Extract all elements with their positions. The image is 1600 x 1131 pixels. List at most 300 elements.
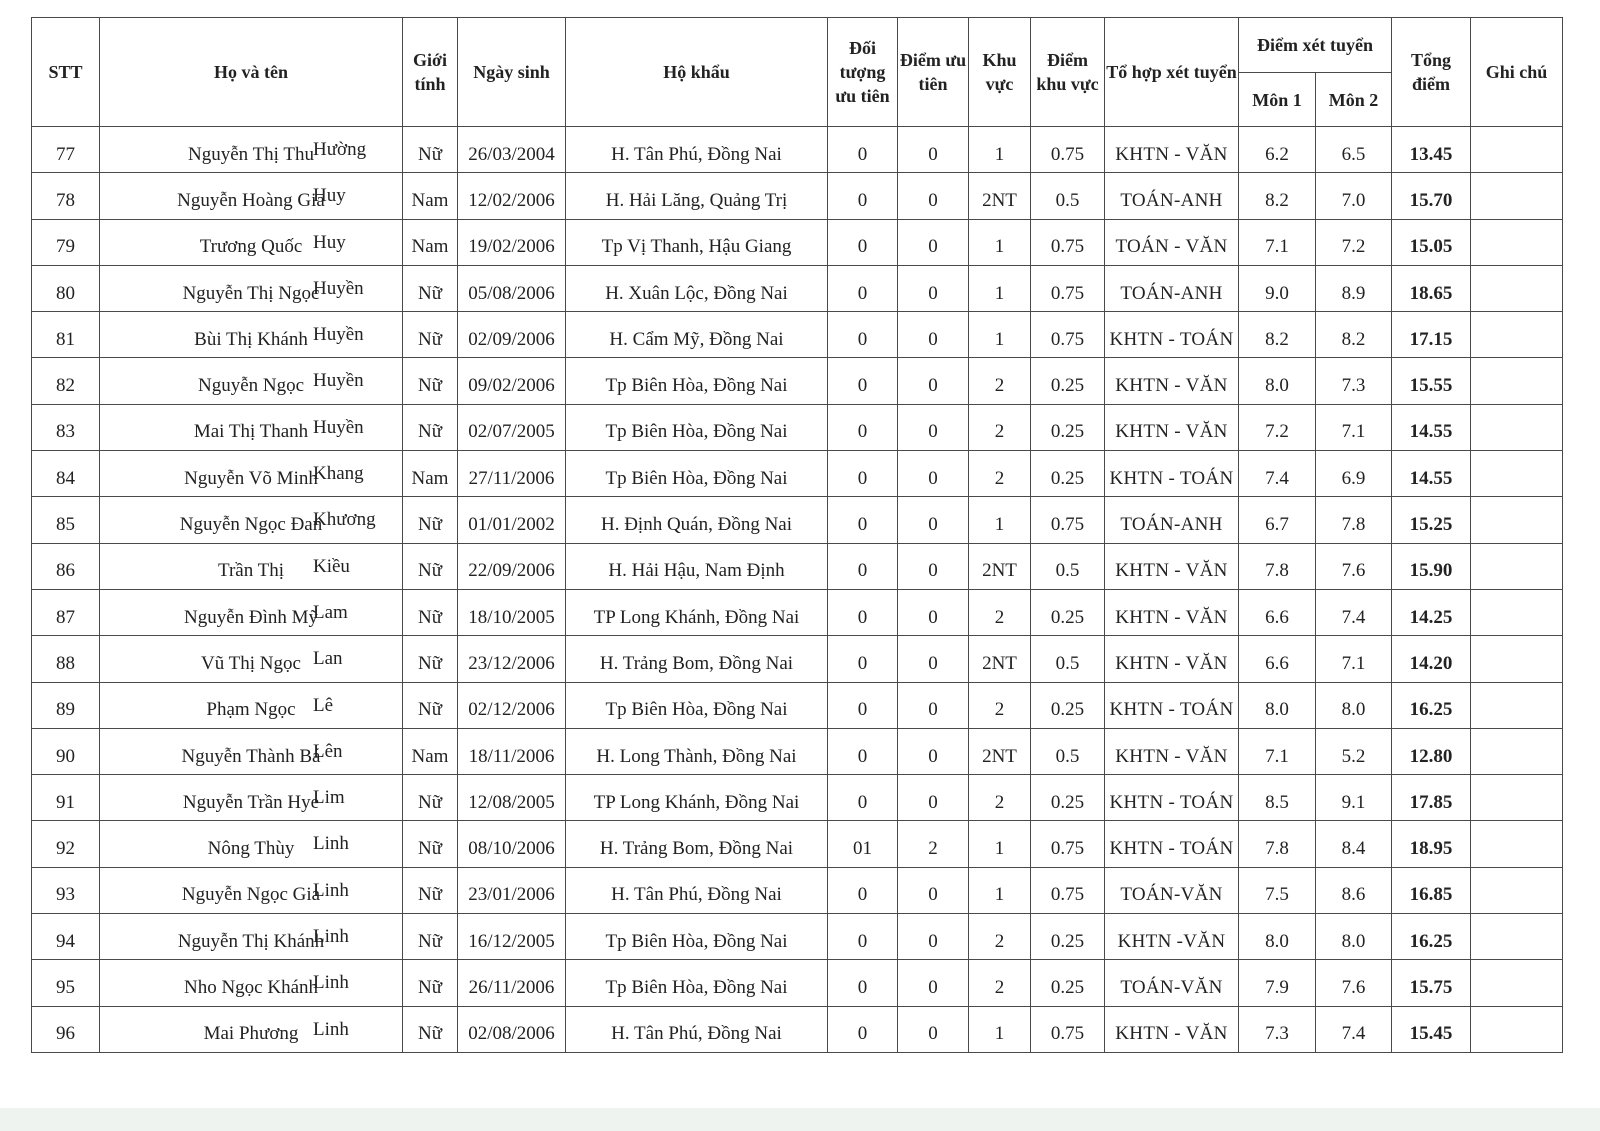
cell-stt: 80 xyxy=(32,265,100,311)
cell-note xyxy=(1471,312,1563,358)
cell-total-score: 14.55 xyxy=(1392,404,1471,450)
table-row xyxy=(32,821,1563,867)
cell-note xyxy=(1471,219,1563,265)
cell-note xyxy=(1471,1006,1563,1052)
cell-gender: Nữ xyxy=(403,636,458,682)
cell-birth-date: 12/02/2006 xyxy=(458,173,566,219)
table-row xyxy=(32,265,1563,311)
cell-subject-2: 6.9 xyxy=(1316,451,1392,497)
given-name-text: Linh xyxy=(313,833,349,855)
cell-priority-group: 0 xyxy=(828,312,898,358)
cell-birth-date: 27/11/2006 xyxy=(458,451,566,497)
cell-priority-points: 0 xyxy=(898,775,969,821)
cell-region-points: 0.25 xyxy=(1031,960,1105,1006)
cell-stt: 90 xyxy=(32,728,100,774)
cell-priority-group: 0 xyxy=(828,867,898,913)
cell-full-name xyxy=(100,404,403,450)
cell-full-name xyxy=(100,728,403,774)
cell-subject-2: 6.5 xyxy=(1316,127,1392,173)
table-row xyxy=(32,960,1563,1006)
cell-region: 1 xyxy=(969,821,1031,867)
cell-subject-1: 8.0 xyxy=(1239,358,1316,404)
cell-region: 1 xyxy=(969,867,1031,913)
cell-region-points: 0.25 xyxy=(1031,682,1105,728)
cell-subject-combo: TOÁN-VĂN xyxy=(1105,960,1239,1006)
cell-full-name xyxy=(100,867,403,913)
surname-text: Trần Thị xyxy=(218,560,284,582)
cell-gender: Nữ xyxy=(403,682,458,728)
cell-full-name xyxy=(100,821,403,867)
cell-total-score: 17.15 xyxy=(1392,312,1471,358)
cell-region-points: 0.75 xyxy=(1031,127,1105,173)
cell-stt: 77 xyxy=(32,127,100,173)
cell-subject-1: 6.6 xyxy=(1239,636,1316,682)
surname-text: Nho Ngọc Khánh xyxy=(183,976,319,998)
cell-subject-1: 9.0 xyxy=(1239,265,1316,311)
cell-total-score: 16.25 xyxy=(1392,682,1471,728)
cell-region-points: 0.75 xyxy=(1031,821,1105,867)
cell-birth-date: 22/09/2006 xyxy=(458,543,566,589)
surname-text: Nguyễn Võ Minh xyxy=(184,467,318,489)
surname-text: Vũ Thị Ngọc xyxy=(201,652,301,674)
table-row xyxy=(32,914,1563,960)
cell-subject-1: 7.1 xyxy=(1239,219,1316,265)
surname-text: Bùi Thị Khánh xyxy=(194,328,308,350)
cell-priority-points: 0 xyxy=(898,404,969,450)
cell-subject-combo: KHTN - TOÁN xyxy=(1105,682,1239,728)
cell-region-points: 0.5 xyxy=(1031,728,1105,774)
cell-subject-combo: KHTN - TOÁN xyxy=(1105,821,1239,867)
cell-gender: Nữ xyxy=(403,960,458,1006)
cell-stt: 95 xyxy=(32,960,100,1006)
cell-total-score: 12.80 xyxy=(1392,728,1471,774)
cell-subject-1: 7.9 xyxy=(1239,960,1316,1006)
cell-region: 2 xyxy=(969,404,1031,450)
cell-subject-1: 7.5 xyxy=(1239,867,1316,913)
cell-full-name xyxy=(100,914,403,960)
cell-gender: Nữ xyxy=(403,358,458,404)
cell-priority-points: 0 xyxy=(898,960,969,1006)
cell-priority-points: 0 xyxy=(898,1006,969,1052)
cell-total-score: 16.25 xyxy=(1392,914,1471,960)
cell-region-points: 0.75 xyxy=(1031,265,1105,311)
surname-text: Nguyễn Đình Mỹ xyxy=(183,606,319,628)
cell-priority-points: 0 xyxy=(898,543,969,589)
cell-note xyxy=(1471,543,1563,589)
cell-priority-group: 0 xyxy=(828,960,898,1006)
cell-note xyxy=(1471,589,1563,635)
cell-gender: Nữ xyxy=(403,775,458,821)
given-name-text: Huyền xyxy=(313,416,364,438)
cell-note xyxy=(1471,867,1563,913)
cell-priority-points: 0 xyxy=(898,589,969,635)
cell-note xyxy=(1471,682,1563,728)
cell-gender: Nam xyxy=(403,451,458,497)
header-priority-group: Đối tượng ưu tiên xyxy=(828,18,898,127)
cell-region: 2 xyxy=(969,358,1031,404)
cell-household: H. Tân Phú, Đồng Nai xyxy=(566,867,828,913)
cell-region-points: 0.75 xyxy=(1031,867,1105,913)
surname-text: Nông Thùy xyxy=(207,838,295,860)
cell-note xyxy=(1471,728,1563,774)
cell-gender: Nữ xyxy=(403,821,458,867)
cell-gender: Nữ xyxy=(403,127,458,173)
header-stt: STT xyxy=(32,18,100,127)
cell-full-name xyxy=(100,775,403,821)
cell-birth-date: 18/10/2005 xyxy=(458,589,566,635)
cell-birth-date: 09/02/2006 xyxy=(458,358,566,404)
table-row xyxy=(32,358,1563,404)
cell-region: 1 xyxy=(969,312,1031,358)
surname-text: Phạm Ngọc xyxy=(206,699,296,721)
cell-subject-1: 8.2 xyxy=(1239,312,1316,358)
cell-priority-points: 0 xyxy=(898,219,969,265)
cell-priority-group: 0 xyxy=(828,914,898,960)
surname-text: Mai Phương xyxy=(203,1023,299,1045)
cell-birth-date: 02/08/2006 xyxy=(458,1006,566,1052)
cell-priority-points: 0 xyxy=(898,682,969,728)
cell-region: 2NT xyxy=(969,173,1031,219)
cell-subject-1: 7.8 xyxy=(1239,821,1316,867)
cell-priority-points: 2 xyxy=(898,821,969,867)
cell-region: 2 xyxy=(969,451,1031,497)
cell-total-score: 15.90 xyxy=(1392,543,1471,589)
cell-stt: 91 xyxy=(32,775,100,821)
surname-text: Nguyễn Thành Bá xyxy=(181,745,321,767)
cell-household: H. Cẩm Mỹ, Đồng Nai xyxy=(566,312,828,358)
cell-region-points: 0.25 xyxy=(1031,404,1105,450)
cell-gender: Nữ xyxy=(403,265,458,311)
page-bottom-edge xyxy=(0,1108,1600,1131)
cell-priority-group: 0 xyxy=(828,775,898,821)
cell-total-score: 15.70 xyxy=(1392,173,1471,219)
cell-stt: 82 xyxy=(32,358,100,404)
cell-household: H. Xuân Lộc, Đồng Nai xyxy=(566,265,828,311)
cell-subject-1: 7.8 xyxy=(1239,543,1316,589)
cell-note xyxy=(1471,127,1563,173)
table-row xyxy=(32,451,1563,497)
header-admission-score: Điểm xét tuyển xyxy=(1239,18,1392,73)
cell-priority-group: 0 xyxy=(828,358,898,404)
header-priority-points: Điểm ưu tiên xyxy=(898,18,969,127)
header-region: Khu vực xyxy=(969,18,1031,127)
cell-priority-points: 0 xyxy=(898,265,969,311)
cell-birth-date: 26/03/2004 xyxy=(458,127,566,173)
cell-subject-combo: KHTN - VĂN xyxy=(1105,636,1239,682)
cell-full-name xyxy=(100,682,403,728)
given-name-text: Huyền xyxy=(313,324,364,346)
cell-subject-combo: TOÁN-VĂN xyxy=(1105,867,1239,913)
cell-stt: 87 xyxy=(32,589,100,635)
cell-priority-group: 0 xyxy=(828,636,898,682)
table-row xyxy=(32,728,1563,774)
cell-subject-2: 7.1 xyxy=(1316,404,1392,450)
cell-region-points: 0.25 xyxy=(1031,358,1105,404)
cell-birth-date: 19/02/2006 xyxy=(458,219,566,265)
cell-subject-2: 7.0 xyxy=(1316,173,1392,219)
cell-note xyxy=(1471,451,1563,497)
cell-priority-group: 0 xyxy=(828,543,898,589)
cell-subject-1: 7.3 xyxy=(1239,1006,1316,1052)
cell-subject-1: 7.4 xyxy=(1239,451,1316,497)
cell-region-points: 0.75 xyxy=(1031,219,1105,265)
cell-household: Tp Biên Hòa, Đồng Nai xyxy=(566,358,828,404)
surname-text: Mai Thị Thanh xyxy=(193,421,309,443)
table-row xyxy=(32,219,1563,265)
cell-subject-1: 6.7 xyxy=(1239,497,1316,543)
cell-region: 1 xyxy=(969,265,1031,311)
cell-stt: 79 xyxy=(32,219,100,265)
cell-full-name xyxy=(100,127,403,173)
cell-stt: 78 xyxy=(32,173,100,219)
cell-full-name xyxy=(100,1006,403,1052)
cell-region: 2NT xyxy=(969,636,1031,682)
header-birth-date: Ngày sinh xyxy=(458,18,566,127)
cell-subject-2: 7.4 xyxy=(1316,1006,1392,1052)
cell-note xyxy=(1471,821,1563,867)
cell-total-score: 15.05 xyxy=(1392,219,1471,265)
cell-household: H. Trảng Bom, Đồng Nai xyxy=(566,821,828,867)
table-row xyxy=(32,1006,1563,1052)
cell-priority-group: 0 xyxy=(828,589,898,635)
cell-birth-date: 05/08/2006 xyxy=(458,265,566,311)
cell-region-points: 0.5 xyxy=(1031,543,1105,589)
given-name-text: Linh xyxy=(313,879,349,901)
cell-subject-combo: KHTN - TOÁN xyxy=(1105,312,1239,358)
cell-stt: 89 xyxy=(32,682,100,728)
cell-stt: 96 xyxy=(32,1006,100,1052)
given-name-text: Lên xyxy=(313,740,343,762)
header-subject-combo: Tổ hợp xét tuyển xyxy=(1105,18,1239,127)
cell-region: 1 xyxy=(969,219,1031,265)
cell-subject-1: 8.2 xyxy=(1239,173,1316,219)
cell-priority-group: 0 xyxy=(828,451,898,497)
cell-gender: Nam xyxy=(403,173,458,219)
cell-region-points: 0.5 xyxy=(1031,636,1105,682)
header-subject-2: Môn 2 xyxy=(1316,73,1392,127)
given-name-text: Kiều xyxy=(313,555,350,577)
given-name-text: Khương xyxy=(313,509,376,531)
cell-birth-date: 02/09/2006 xyxy=(458,312,566,358)
table-row xyxy=(32,543,1563,589)
header-region-points: Điểm khu vực xyxy=(1031,18,1105,127)
cell-priority-group: 0 xyxy=(828,682,898,728)
cell-region: 1 xyxy=(969,127,1031,173)
cell-stt: 94 xyxy=(32,914,100,960)
cell-gender: Nam xyxy=(403,728,458,774)
cell-priority-group: 0 xyxy=(828,127,898,173)
cell-stt: 81 xyxy=(32,312,100,358)
cell-note xyxy=(1471,404,1563,450)
cell-stt: 86 xyxy=(32,543,100,589)
cell-region-points: 0.75 xyxy=(1031,312,1105,358)
cell-subject-2: 8.2 xyxy=(1316,312,1392,358)
cell-priority-points: 0 xyxy=(898,636,969,682)
cell-region-points: 0.25 xyxy=(1031,775,1105,821)
cell-region: 2 xyxy=(969,960,1031,1006)
cell-priority-points: 0 xyxy=(898,358,969,404)
cell-household: Tp Biên Hòa, Đồng Nai xyxy=(566,682,828,728)
cell-stt: 93 xyxy=(32,867,100,913)
cell-region-points: 0.5 xyxy=(1031,173,1105,219)
cell-subject-1: 8.0 xyxy=(1239,914,1316,960)
cell-household: H. Long Thành, Đồng Nai xyxy=(566,728,828,774)
given-name-text: Linh xyxy=(313,972,349,994)
cell-subject-combo: KHTN - VĂN xyxy=(1105,358,1239,404)
cell-full-name xyxy=(100,543,403,589)
given-name-text: Huyền xyxy=(313,277,364,299)
cell-gender: Nam xyxy=(403,219,458,265)
table-header xyxy=(32,18,1563,127)
cell-gender: Nữ xyxy=(403,1006,458,1052)
cell-total-score: 16.85 xyxy=(1392,867,1471,913)
cell-note xyxy=(1471,265,1563,311)
cell-subject-1: 7.2 xyxy=(1239,404,1316,450)
cell-region-points: 0.25 xyxy=(1031,451,1105,497)
cell-subject-combo: KHTN - VĂN xyxy=(1105,728,1239,774)
cell-priority-points: 0 xyxy=(898,497,969,543)
admission-roster xyxy=(31,17,1563,1053)
cell-subject-combo: KHTN - TOÁN xyxy=(1105,775,1239,821)
cell-full-name xyxy=(100,358,403,404)
cell-subject-combo: KHTN - VĂN xyxy=(1105,127,1239,173)
table-row xyxy=(32,404,1563,450)
header-note: Ghi chú xyxy=(1471,18,1563,127)
cell-full-name xyxy=(100,219,403,265)
cell-stt: 92 xyxy=(32,821,100,867)
cell-subject-combo: KHTN - VĂN xyxy=(1105,543,1239,589)
cell-note xyxy=(1471,960,1563,1006)
cell-subject-combo: TOÁN-ANH xyxy=(1105,173,1239,219)
cell-subject-2: 8.0 xyxy=(1316,914,1392,960)
given-name-text: Huyền xyxy=(313,370,364,392)
given-name-text: Lam xyxy=(313,601,348,623)
cell-subject-combo: KHTN - VĂN xyxy=(1105,1006,1239,1052)
cell-total-score: 17.85 xyxy=(1392,775,1471,821)
cell-subject-2: 7.6 xyxy=(1316,960,1392,1006)
cell-note xyxy=(1471,497,1563,543)
cell-birth-date: 23/12/2006 xyxy=(458,636,566,682)
given-name-text: Lê xyxy=(313,694,334,716)
header-subject-1: Môn 1 xyxy=(1239,73,1316,127)
cell-region: 2 xyxy=(969,682,1031,728)
cell-priority-group: 0 xyxy=(828,219,898,265)
cell-gender: Nữ xyxy=(403,914,458,960)
cell-region: 2 xyxy=(969,589,1031,635)
cell-region: 1 xyxy=(969,497,1031,543)
cell-priority-points: 0 xyxy=(898,312,969,358)
cell-region: 1 xyxy=(969,1006,1031,1052)
cell-gender: Nữ xyxy=(403,404,458,450)
cell-stt: 84 xyxy=(32,451,100,497)
surname-text: Nguyễn Ngọc xyxy=(197,375,305,397)
given-name-text: Linh xyxy=(313,1018,349,1040)
cell-priority-group: 0 xyxy=(828,404,898,450)
cell-gender: Nữ xyxy=(403,543,458,589)
cell-full-name xyxy=(100,589,403,635)
cell-gender: Nữ xyxy=(403,589,458,635)
given-name-text: Hường xyxy=(313,139,367,160)
cell-stt: 85 xyxy=(32,497,100,543)
surname-text: Nguyễn Hoàng Gia xyxy=(177,189,325,211)
cell-subject-2: 7.4 xyxy=(1316,589,1392,635)
cell-subject-2: 8.9 xyxy=(1316,265,1392,311)
cell-subject-combo: KHTN -VĂN xyxy=(1105,914,1239,960)
table-row xyxy=(32,173,1563,219)
surname-text: Nguyễn Ngọc Gia xyxy=(181,884,321,906)
cell-birth-date: 01/01/2002 xyxy=(458,497,566,543)
given-name-text: Linh xyxy=(313,926,349,948)
cell-full-name xyxy=(100,636,403,682)
cell-priority-points: 0 xyxy=(898,867,969,913)
cell-subject-1: 6.6 xyxy=(1239,589,1316,635)
cell-priority-group: 0 xyxy=(828,173,898,219)
cell-subject-combo: KHTN - VĂN xyxy=(1105,589,1239,635)
table-body xyxy=(32,127,1563,1053)
cell-subject-combo: TOÁN - VĂN xyxy=(1105,219,1239,265)
cell-birth-date: 02/12/2006 xyxy=(458,682,566,728)
cell-region-points: 0.25 xyxy=(1031,914,1105,960)
cell-subject-2: 7.1 xyxy=(1316,636,1392,682)
cell-gender: Nữ xyxy=(403,497,458,543)
cell-region: 2 xyxy=(969,775,1031,821)
cell-note xyxy=(1471,775,1563,821)
cell-subject-combo: TOÁN-ANH xyxy=(1105,497,1239,543)
cell-subject-2: 8.6 xyxy=(1316,867,1392,913)
surname-text: Nguyễn Trần Hye xyxy=(182,791,320,813)
surname-text: Nguyễn Thị Thu xyxy=(188,143,314,165)
cell-region-points: 0.75 xyxy=(1031,497,1105,543)
table-row xyxy=(32,682,1563,728)
cell-total-score: 15.45 xyxy=(1392,1006,1471,1052)
cell-birth-date: 08/10/2006 xyxy=(458,821,566,867)
cell-subject-1: 7.1 xyxy=(1239,728,1316,774)
given-name-text: Khang xyxy=(313,463,364,485)
cell-subject-2: 7.6 xyxy=(1316,543,1392,589)
cell-region: 2NT xyxy=(969,728,1031,774)
admission-table xyxy=(31,17,1563,1053)
cell-stt: 88 xyxy=(32,636,100,682)
cell-subject-1: 8.0 xyxy=(1239,682,1316,728)
cell-subject-2: 8.0 xyxy=(1316,682,1392,728)
cell-note xyxy=(1471,358,1563,404)
cell-full-name xyxy=(100,312,403,358)
cell-subject-2: 8.4 xyxy=(1316,821,1392,867)
cell-subject-2: 7.8 xyxy=(1316,497,1392,543)
cell-subject-1: 6.2 xyxy=(1239,127,1316,173)
header-gender: Giới tính xyxy=(403,18,458,127)
table-row xyxy=(32,867,1563,913)
surname-text: Nguyễn Ngọc Đan xyxy=(179,514,323,536)
cell-full-name xyxy=(100,451,403,497)
cell-birth-date: 02/07/2005 xyxy=(458,404,566,450)
cell-total-score: 13.45 xyxy=(1392,127,1471,173)
cell-total-score: 14.25 xyxy=(1392,589,1471,635)
cell-priority-group: 0 xyxy=(828,265,898,311)
cell-region: 2 xyxy=(969,914,1031,960)
cell-subject-combo: KHTN - TOÁN xyxy=(1105,451,1239,497)
cell-household: H. Hải Lăng, Quảng Trị xyxy=(566,173,828,219)
cell-stt: 83 xyxy=(32,404,100,450)
given-name-text: Huy xyxy=(313,185,346,207)
table-row xyxy=(32,636,1563,682)
header-full-name: Họ và tên xyxy=(100,18,403,127)
cell-priority-group: 0 xyxy=(828,728,898,774)
cell-household: H. Tân Phú, Đồng Nai xyxy=(566,1006,828,1052)
cell-subject-2: 9.1 xyxy=(1316,775,1392,821)
cell-region: 2NT xyxy=(969,543,1031,589)
cell-priority-group: 0 xyxy=(828,497,898,543)
